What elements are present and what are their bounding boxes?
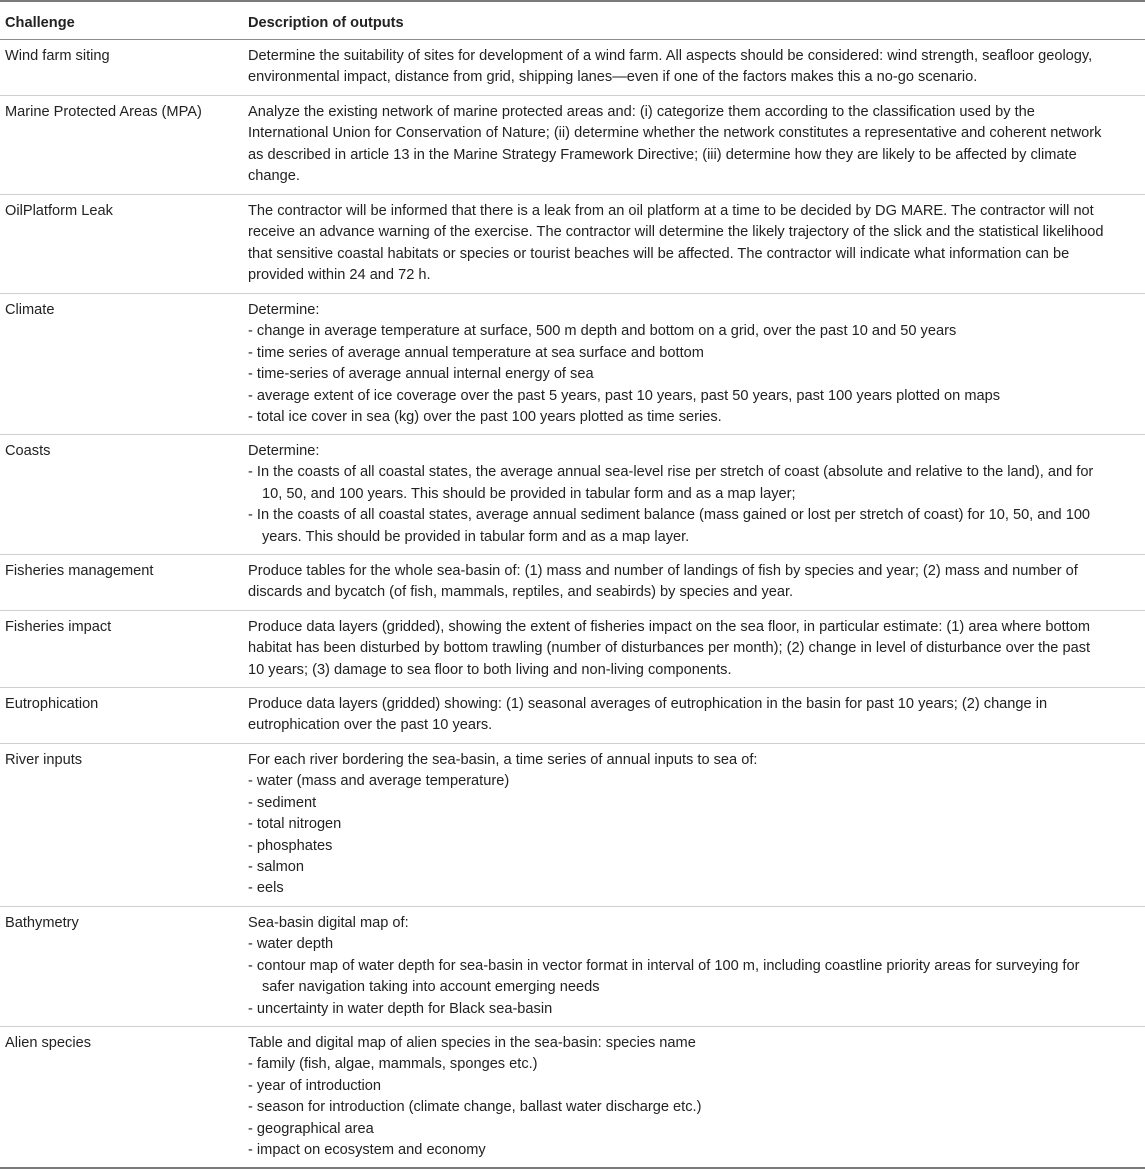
description-line: habitat has been disturbed by bottom trawling (number of disturbances per month); (2) change in level of disturbance over the past	[248, 640, 1091, 657]
description-line: Produce data layers (gridded), showing the extent of fisheries impact on the sea floor, in particular estimate: (1) area where bottom	[248, 619, 1091, 635]
description-line: Determine:	[248, 302, 320, 318]
header-challenge: Challenge	[5, 15, 75, 31]
description-line: safer navigation taking into account emerging needs	[262, 979, 600, 996]
description-cell	[248, 750, 1144, 900]
description-line: - sediment	[248, 794, 317, 811]
description-line: - change in average temperature at surface, 500 m depth and bottom on a grid, over the past 10 and 50 years	[248, 323, 957, 340]
description-line: - total nitrogen	[248, 816, 342, 833]
description-line: eutrophication over the past 10 years.	[248, 717, 493, 734]
description-line: - geographical area	[248, 1120, 374, 1137]
description-line: - In the coasts of all coastal states, average annual sediment balance (mass gained or lost per stretch of coast) for 10, 50, and 100	[248, 507, 1091, 524]
challenge-cell: Fisheries management	[5, 563, 154, 579]
table-row	[0, 611, 1145, 688]
description-line: Produce tables for the whole sea-basin of: (1) mass and number of landings of fish by species and year; (2) mass and number of	[248, 563, 1078, 579]
description-line: years. This should be provided in tabular form and as a map layer.	[262, 528, 690, 545]
description-line: - phosphates	[248, 837, 333, 854]
challenge-cell: OilPlatform Leak	[5, 203, 113, 219]
challenge-cell: Coasts	[5, 443, 51, 459]
description-line: - family (fish, algae, mammals, sponges etc.)	[248, 1056, 538, 1073]
challenge-cell: River inputs	[5, 752, 83, 768]
description-line: - season for introduction (climate change, ballast water discharge etc.)	[248, 1099, 702, 1116]
description-line: Sea-basin digital map of:	[248, 915, 409, 931]
description-cell	[248, 102, 1144, 188]
description-line: - In the coasts of all coastal states, the average annual sea-level rise per stretch of coast (absolute and relative to the land), and for	[248, 464, 1094, 481]
table-row	[0, 1027, 1145, 1169]
description-line: - time-series of average annual internal energy of sea	[248, 366, 594, 383]
description-line: Analyze the existing network of marine protected areas and: (i) categorize them according to the classification used by the	[248, 104, 1035, 120]
description-cell	[248, 441, 1144, 548]
table-row	[0, 555, 1145, 611]
table-row	[0, 195, 1145, 294]
description-cell	[248, 913, 1144, 1020]
table-row	[0, 96, 1145, 195]
description-cell	[248, 300, 1144, 428]
description-line: - salmon	[248, 859, 304, 876]
description-line: International Union for Conservation of Nature; (ii) determine whether the network constitutes a representative and coherent network	[248, 125, 1102, 142]
description-line: - year of introduction	[248, 1077, 382, 1094]
challenge-cell: Fisheries impact	[5, 619, 112, 635]
description-line: Table and digital map of alien species in the sea-basin: species name	[248, 1035, 696, 1051]
table-row	[0, 40, 1145, 96]
table-row	[0, 744, 1145, 907]
description-line: that sensitive coastal habitats or species or tourist beaches will be affected. The contractor will indicate what information can be	[248, 245, 1070, 262]
description-line: - water (mass and average temperature)	[248, 773, 510, 790]
table-row	[0, 907, 1145, 1027]
description-line: - contour map of water depth for sea-basin in vector format in interval of 100 m, including coastline priority areas for surveying for	[248, 957, 1080, 974]
description-line: - water depth	[248, 936, 334, 953]
description-line: - time series of average annual temperature at sea surface and bottom	[248, 344, 704, 361]
description-line: as described in article 13 in the Marine Strategy Framework Directive; (iii) determine how they are likely to be affected by climate	[248, 146, 1077, 163]
description-line: - impact on ecosystem and economy	[248, 1142, 486, 1159]
header-description: Description of outputs	[248, 15, 404, 31]
description-cell	[248, 617, 1144, 681]
table-row	[0, 435, 1145, 555]
description-cell	[248, 561, 1144, 604]
description-line: discards and bycatch (of fish, mammals, reptiles, and seabirds) by species and year.	[248, 584, 794, 601]
description-line: change.	[248, 168, 300, 185]
challenge-cell: Alien species	[5, 1035, 91, 1051]
description-line: Determine the suitability of sites for development of a wind farm. All aspects should be considered: wind strength, seafloor geology,	[248, 48, 1093, 64]
description-line: For each river bordering the sea-basin, a time series of annual inputs to sea of:	[248, 752, 758, 768]
description-line: Produce data layers (gridded) showing: (1) seasonal averages of eutrophication in the basin for past 10 years; (2) change in	[248, 696, 1048, 712]
description-line: - uncertainty in water depth for Black sea-basin	[248, 1000, 553, 1017]
description-line: 10, 50, and 100 years. This should be provided in tabular form and as a map layer;	[262, 485, 796, 502]
description-line: environmental impact, distance from grid, shipping lanes—even if one of the factors makes this a no-go scenario.	[248, 69, 978, 86]
challenge-cell: Bathymetry	[5, 915, 79, 931]
challenge-cell: Climate	[5, 302, 55, 318]
table-row	[0, 294, 1145, 435]
description-line: provided within 24 and 72 h.	[248, 267, 431, 284]
challenge-cell: Wind farm siting	[5, 48, 110, 64]
challenge-cell: Marine Protected Areas (MPA)	[5, 104, 202, 120]
description-line: - eels	[248, 880, 284, 897]
description-cell	[248, 694, 1144, 737]
description-line: - average extent of ice coverage over the past 5 years, past 10 years, past 50 years, past 100 years plotted on maps	[248, 387, 1001, 404]
description-line: 10 years; (3) damage to sea floor to both living and non-living components.	[248, 661, 732, 678]
challenge-cell: Eutrophication	[5, 696, 99, 712]
description-line: receive an advance warning of the exercise. The contractor will determine the likely trajectory of the slick and the statistical likelihood	[248, 224, 1104, 241]
description-line: The contractor will be informed that there is a leak from an oil platform at a time to be decided by DG MARE. The contractor will not	[248, 203, 1094, 219]
description-line: - total ice cover in sea (kg) over the past 100 years plotted as time series.	[248, 409, 722, 426]
table-header	[0, 2, 1145, 40]
description-cell	[248, 201, 1144, 287]
description-cell	[248, 1033, 1144, 1161]
description-cell	[248, 46, 1144, 89]
description-line: Determine:	[248, 443, 320, 459]
table-row	[0, 688, 1145, 744]
